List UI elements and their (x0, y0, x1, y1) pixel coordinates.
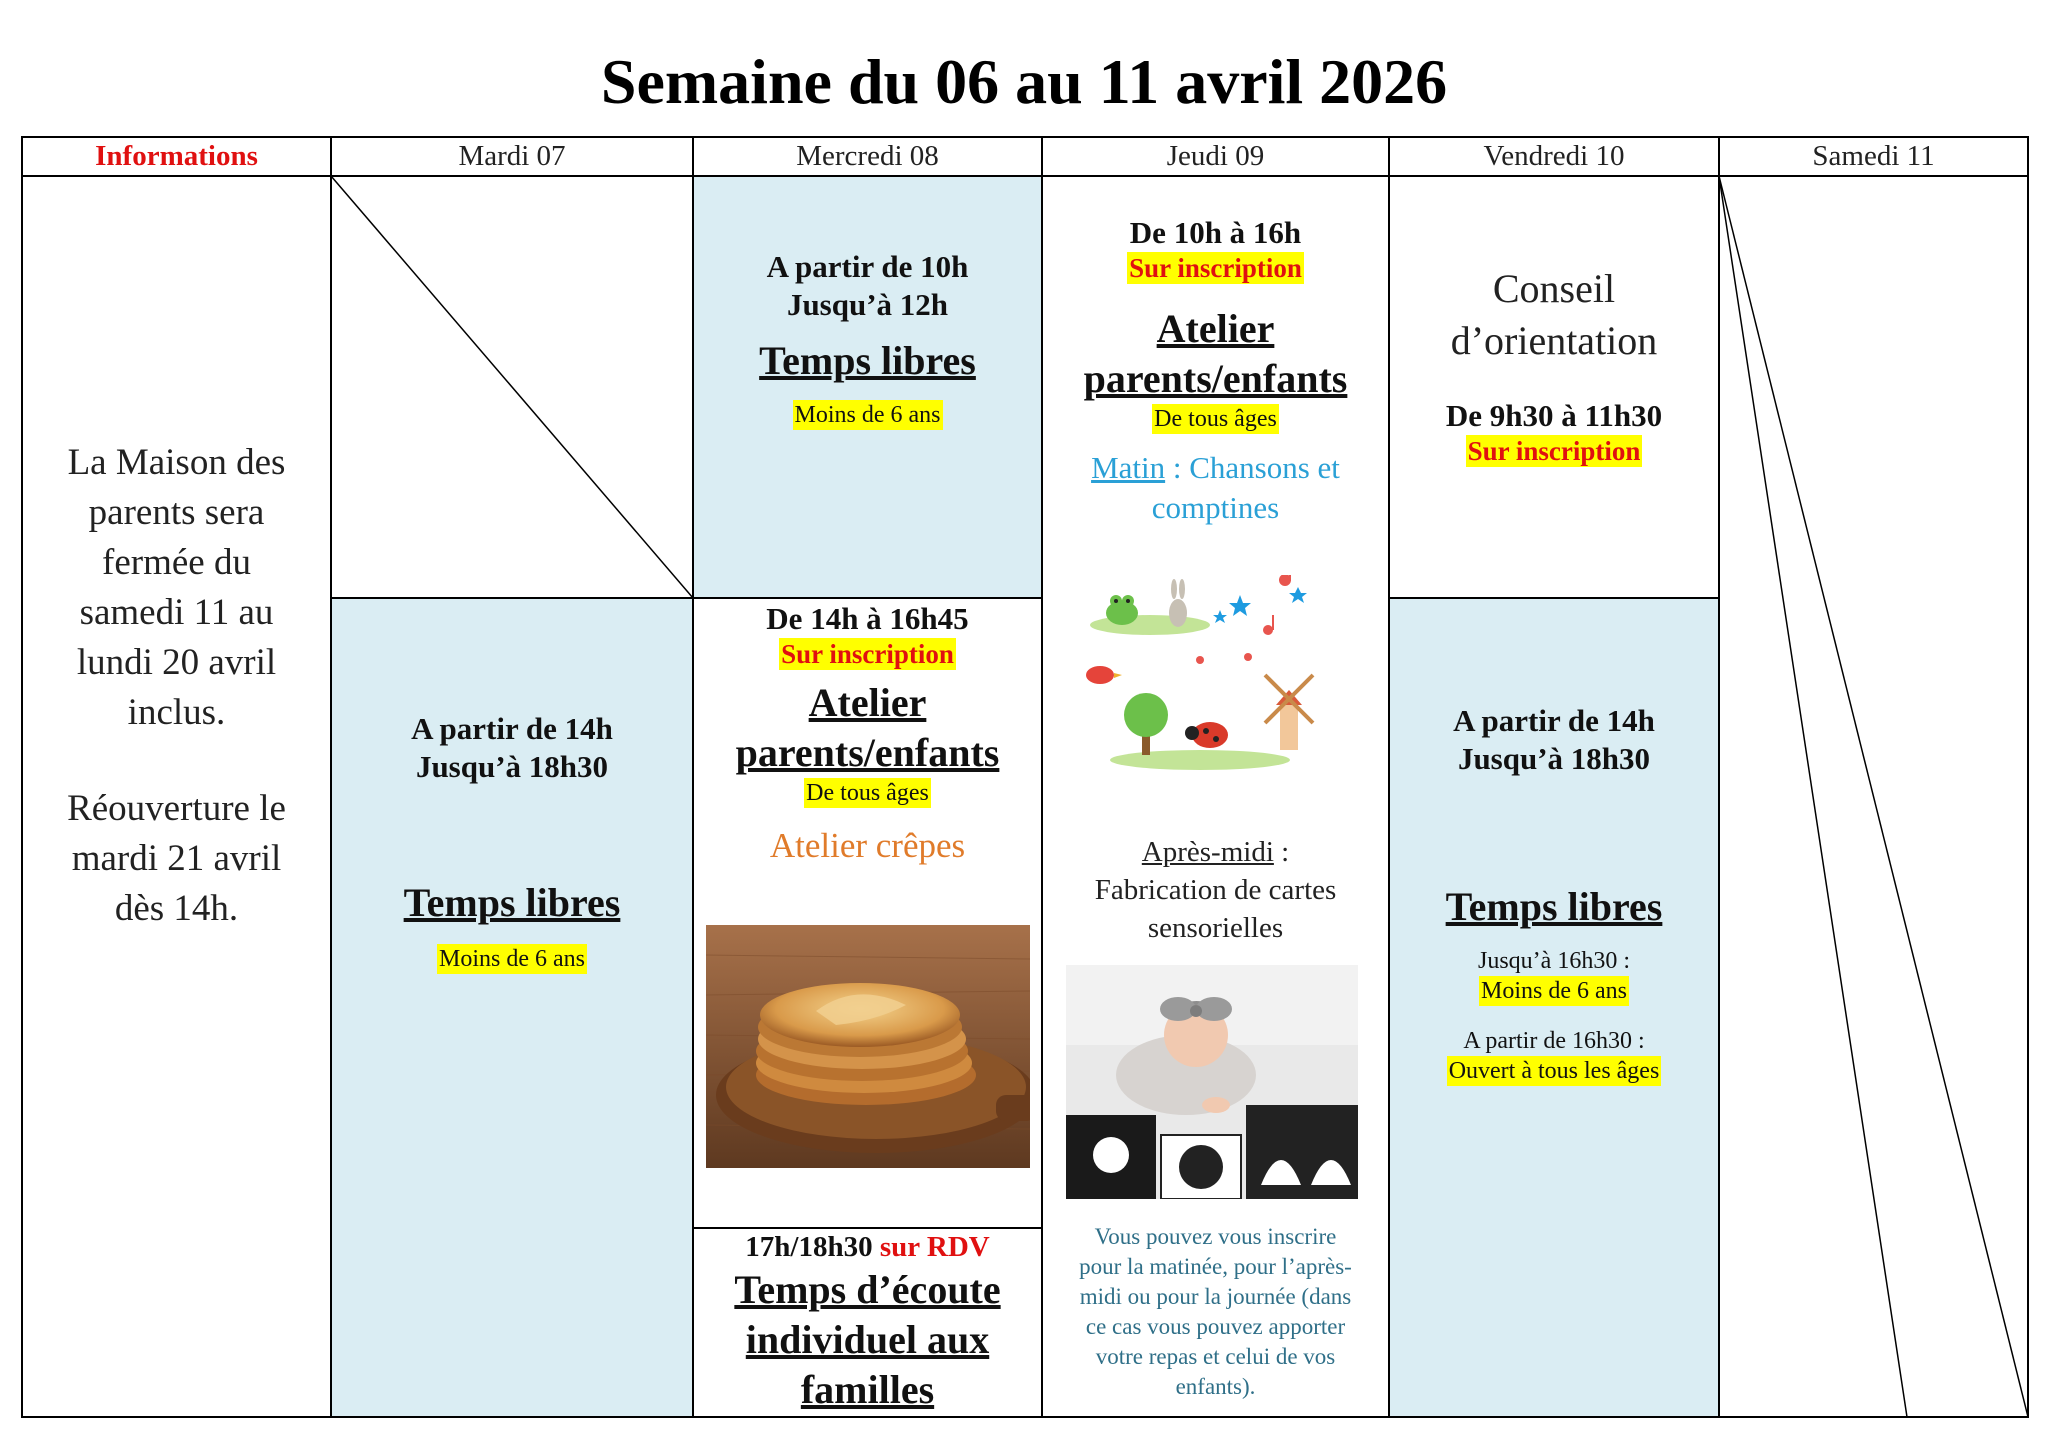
jeudi-registration-note: Vous pouvez vous inscrire pour la matinée, pour l’après- midi ou pour la journée (dans ce cas vous pouvez apporter votre repas et celui de vos enfants). (1079, 1224, 1352, 1399)
activity-title-line1: Conseil (1492, 266, 1616, 311)
header-samedi: Samedi 11 (1812, 140, 1935, 172)
time-start: A partir de 14h (1453, 703, 1655, 738)
header-mardi: Mardi 07 (458, 140, 566, 172)
matin-text-line1: : Chansons et (1165, 450, 1340, 485)
time-start: A partir de 14h (411, 711, 613, 746)
mercredi-pm-cell (693, 598, 1042, 868)
age-badge: Moins de 6 ans (794, 402, 941, 428)
matin-label: Matin (1091, 450, 1166, 485)
activity-title-line2: parents/enfants (1083, 356, 1348, 401)
afternoon-label-line: Après-midi : (1141, 836, 1290, 868)
afternoon-activity-line1: Fabrication de cartes (1094, 874, 1337, 906)
activity-title: Temps libres (403, 880, 621, 925)
time-end: Jusqu’à 18h30 (415, 749, 609, 784)
crepes-photo-image (706, 925, 1030, 1168)
time-start: A partir de 10h (766, 249, 969, 284)
activity-title-line1: Atelier (1156, 306, 1275, 351)
mercredi-evening-cell (693, 1229, 1042, 1415)
jeudi-afternoon (1042, 833, 1389, 947)
samedi-cross-line-1 (1719, 176, 1907, 1417)
activity-title-line2: d’orientation (1450, 318, 1658, 363)
apres-midi-label: Après-midi (1141, 836, 1274, 868)
activity-title-line3: familles (800, 1367, 935, 1412)
from-label: A partir de 16h30 : (1463, 1028, 1645, 1054)
mardi-am-cross-line (331, 176, 693, 598)
header-informations: Informations (95, 140, 258, 172)
activity-title-line1: Atelier (808, 680, 927, 725)
header-jeudi: Jeudi 09 (1166, 140, 1265, 172)
age-badge: Moins de 6 ans (439, 946, 585, 972)
until-age-badge: Moins de 6 ans (1481, 978, 1627, 1004)
afternoon-activity-line2: sensorielles (1147, 912, 1284, 944)
activity-title-line2: parents/enfants (735, 730, 1000, 775)
header-mercredi: Mercredi 08 (796, 140, 939, 172)
age-badge: De tous âges (806, 780, 929, 806)
mercredi-am-cell (693, 248, 1042, 430)
time-range: De 9h30 à 11h30 (1445, 398, 1663, 433)
mardi-pm-cell (331, 710, 693, 974)
matin-text-line2: comptines (1151, 490, 1280, 525)
age-badge: De tous âges (1154, 406, 1277, 432)
time-end: Jusqu’à 12h (786, 287, 949, 322)
from-age-badge: Ouvert à tous les âges (1448, 1058, 1660, 1084)
registration-badge: Sur inscription (1129, 253, 1302, 283)
page-title: Semaine du 06 au 11 avril 2026 (600, 46, 1448, 117)
time-range: De 10h à 16h (1129, 215, 1302, 250)
workshop-theme: Atelier crêpes (769, 826, 966, 865)
baby-sensory-cards-photo-image (1066, 965, 1358, 1199)
vendredi-pm-cell (1389, 702, 1719, 1086)
registration-badge: Sur inscription (1467, 436, 1641, 466)
songs-illustration-image (1080, 575, 1320, 770)
activity-title-line1: Temps d’écoute (734, 1267, 1001, 1312)
activity-title-line2: individuel aux (745, 1317, 990, 1362)
time-range: De 14h à 16h45 (766, 601, 969, 636)
vendredi-am-cell (1389, 263, 1719, 467)
activity-title: Temps libres (759, 338, 976, 383)
time-range: 17h/18h30 (745, 1231, 873, 1263)
activity-title: Temps libres (1445, 884, 1663, 929)
info-closure-notice: La Maison des parents sera fermée du samedi 11 au lundi 20 avril inclus. (67, 442, 286, 733)
rdv-label: sur RDV (879, 1231, 990, 1263)
jeudi-cell (1042, 214, 1389, 528)
samedi-cross-line-2 (1719, 176, 2028, 1417)
info-reopening-notice: Réouverture le mardi 21 avril dès 14h. (67, 788, 286, 929)
registration-badge: Sur inscription (781, 639, 954, 669)
time-line (693, 1229, 1042, 1265)
until-label: Jusqu’à 16h30 : (1478, 948, 1630, 974)
time-end: Jusqu’à 18h30 (1457, 741, 1651, 776)
morning-activity (1042, 448, 1389, 488)
header-vendredi: Vendredi 10 (1483, 140, 1625, 172)
